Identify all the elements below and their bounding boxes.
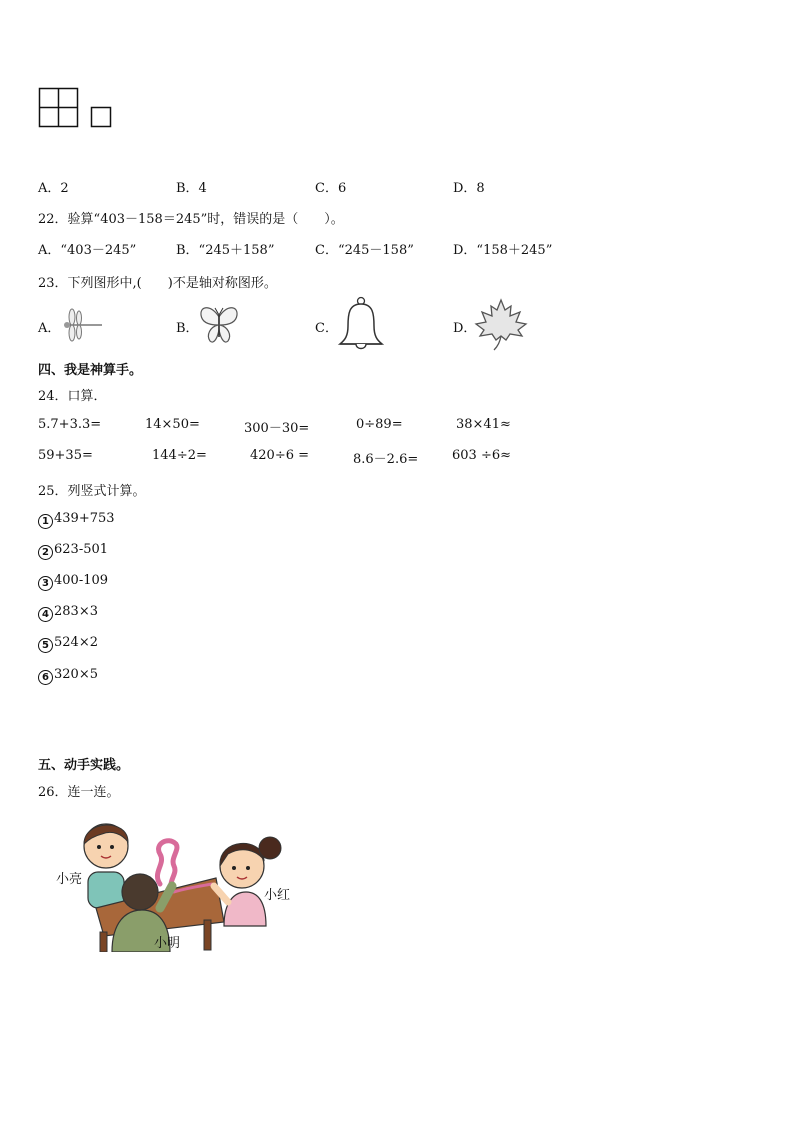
circled-number: 4 (38, 607, 53, 622)
butterfly-icon (198, 303, 240, 347)
circled-number: 1 (38, 514, 53, 529)
q24-r1-c5: 38×41≈ (456, 417, 511, 432)
q22-option-b[interactable]: B．“245＋158” (176, 243, 275, 258)
q24-r2-c1: 59+35= (38, 448, 93, 463)
circled-number: 3 (38, 576, 53, 591)
q21-option-a[interactable]: A．2 (38, 181, 69, 196)
q24-r1-c1: 5.7+3.3= (38, 417, 102, 432)
label-xiaoliang: 小亮 (56, 872, 83, 887)
q24-r1-c3: 300－30= (244, 421, 310, 436)
q25-item-2 (38, 542, 108, 560)
q22-option-d[interactable]: D．“158＋245” (453, 243, 553, 258)
q23-option-a[interactable]: A． (38, 321, 61, 336)
q25-item-5 (38, 635, 98, 653)
q21-option-d[interactable]: D．8 (453, 181, 485, 196)
q24-r2-c4: 8.6－2.6= (353, 452, 419, 467)
q22-option-c[interactable]: C．“245－158” (315, 243, 414, 258)
leaf-icon (474, 298, 528, 352)
section-4-title: 四、我是神算手。 (38, 363, 143, 378)
q25-expr: 439+753 (54, 511, 115, 526)
q24-stem: 24．口算． (38, 389, 107, 404)
q25-expr: 283×3 (54, 604, 98, 619)
q23-option-c[interactable]: C． (315, 321, 338, 336)
q25-stem: 25．列竖式计算。 (38, 484, 146, 499)
q25-item-4 (38, 604, 98, 622)
circled-number: 6 (38, 670, 53, 685)
q25-item-3 (38, 573, 108, 591)
circled-number: 2 (38, 545, 53, 560)
q21-option-b[interactable]: B．4 (176, 181, 207, 196)
q25-item-1 (38, 511, 115, 529)
circled-number: 5 (38, 638, 53, 653)
q22-stem: 22．验算“403－158＝245”时，错误的是（ ）。 (38, 212, 344, 227)
q24-r2-c5: 603 ÷6≈ (452, 448, 512, 463)
section-5-title: 五、动手实践。 (38, 758, 130, 773)
q25-expr: 623-501 (54, 542, 109, 557)
q25-expr: 524×2 (54, 635, 98, 650)
q24-r1-c2: 14×50= (145, 417, 200, 432)
q25-item-6 (38, 667, 98, 685)
q23-option-d[interactable]: D． (453, 321, 477, 336)
q24-r2-c3: 420÷6 = (250, 448, 310, 463)
q21-option-c[interactable]: C．6 (315, 181, 347, 196)
bell-icon (336, 296, 386, 354)
q23-option-b[interactable]: B． (176, 321, 199, 336)
q23-stem: 23．下列图形中,( )不是轴对称图形。 (38, 276, 277, 291)
q25-expr: 400-109 (54, 573, 109, 588)
label-xiaohong: 小红 (264, 888, 291, 903)
q22-option-a[interactable]: A．“403－245” (38, 243, 137, 258)
dragonfly-icon (58, 307, 104, 343)
q24-r2-c2: 144÷2= (152, 448, 207, 463)
q25-expr: 320×5 (54, 667, 98, 682)
q26-stem: 26．连一连。 (38, 785, 120, 800)
label-xiaoming: 小明 (154, 936, 181, 951)
q24-r1-c4: 0÷89= (356, 417, 403, 432)
grid-figure (38, 86, 118, 130)
